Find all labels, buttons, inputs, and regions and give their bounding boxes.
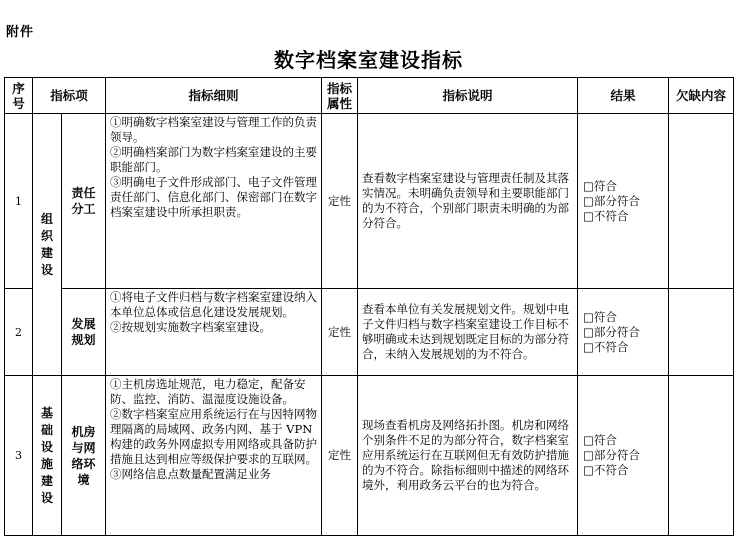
row-seq: 2 (5, 289, 33, 376)
desc-cell: 查看本单位有关发展规划文件。规划中电子文件归档与数字档案室建设工作目标不够明确或未达到规划既定目标的为部分符合，未纳入发展规划的为不符合。 (358, 289, 578, 376)
attachment-label: 附件 (6, 25, 35, 40)
result-cell (578, 289, 669, 376)
category-cell: 组织建设 (33, 114, 62, 376)
desc-cell: 查看数字档案室建设与管理责任制及其落实情况。未明确负责领导和主要职能部门的为不符合，个别部门职责未明确的为部分符合。 (358, 114, 578, 289)
result-option-partial[interactable]: □部分符合 (583, 193, 640, 208)
missing-cell[interactable] (669, 114, 734, 289)
result-option-partial[interactable]: □部分符合 (583, 448, 640, 462)
detail-line: ②按规划实施数字档案室建设。 (110, 320, 272, 334)
item-cell: 发展规划 (62, 289, 106, 376)
result-option-conform[interactable]: □符合 (583, 433, 617, 447)
table-row (5, 114, 734, 289)
result-option-conform[interactable]: □符合 (583, 309, 617, 324)
detail-line: ①将电子文件归档与数字档案室建设纳入本单位总体或信息化建设发展规划。 (110, 290, 318, 319)
detail-cell (106, 376, 322, 536)
attr-cell: 定性 (322, 114, 358, 289)
header-row (5, 78, 734, 114)
detail-line: ①明确数字档案室建设与管理工作的负责领导。 (110, 115, 318, 144)
header-item: 指标项 (33, 78, 106, 114)
attr-cell: 定性 (322, 376, 358, 536)
table-row (5, 376, 734, 536)
missing-cell[interactable] (669, 289, 734, 376)
category-cell: 基础设施建设 (33, 376, 62, 536)
indicator-table (4, 77, 734, 536)
row-seq: 1 (5, 114, 33, 289)
result-option-conform[interactable]: □符合 (583, 178, 617, 193)
header-desc: 指标说明 (358, 78, 578, 114)
row-seq: 3 (5, 376, 33, 536)
result-cell (578, 376, 669, 536)
result-option-nonconform[interactable]: □不符合 (583, 339, 629, 354)
table-row (5, 289, 734, 376)
header-detail: 指标细则 (106, 78, 322, 114)
desc-cell: 现场查看机房及网络拓扑图。机房和网络个别条件不足的为部分符合，数字档案室应用系统运行在互联网但无有效防护措施的为不符合。除指标细则中描述的网络环境外，利用政务云平台的也为符合。 (358, 376, 578, 536)
header-attr: 指标属性 (322, 78, 358, 114)
detail-cell (106, 289, 322, 376)
detail-line: ①主机房选址规范，电力稳定，配备安防、监控、消防、温湿度设施设备。 (110, 377, 306, 406)
result-option-nonconform[interactable]: □不符合 (583, 208, 629, 223)
detail-line: ②数字档案室应用系统运行在与因特网物理隔离的局域网、政务内网、基于 VPN 构建的政务外网虚拟专用网络或具备防护措施且达到相应等级保护要求的互联网。 (110, 407, 318, 466)
header-seq: 序号 (5, 78, 33, 114)
detail-line: ③明确电子文件形成部门、电子文件管理责任部门、信息化部门、保密部门在数字档案室建设中所承担职责。 (110, 175, 318, 219)
header-missing: 欠缺内容 (669, 78, 734, 114)
detail-line: ②明确档案部门为数字档案室建设的主要职能部门。 (110, 145, 318, 174)
page-title: 数字档案室建设指标 (274, 48, 463, 72)
result-option-partial[interactable]: □部分符合 (583, 324, 640, 339)
detail-cell (106, 114, 322, 289)
header-result: 结果 (578, 78, 669, 114)
attr-cell: 定性 (322, 289, 358, 376)
detail-line: ③网络信息点数量配置满足业务 (110, 467, 272, 481)
item-cell: 机房与网络环境 (62, 376, 106, 536)
result-option-nonconform[interactable]: □不符合 (583, 463, 629, 477)
result-cell (578, 114, 669, 289)
item-cell: 责任分工 (62, 114, 106, 289)
missing-cell[interactable] (669, 376, 734, 536)
